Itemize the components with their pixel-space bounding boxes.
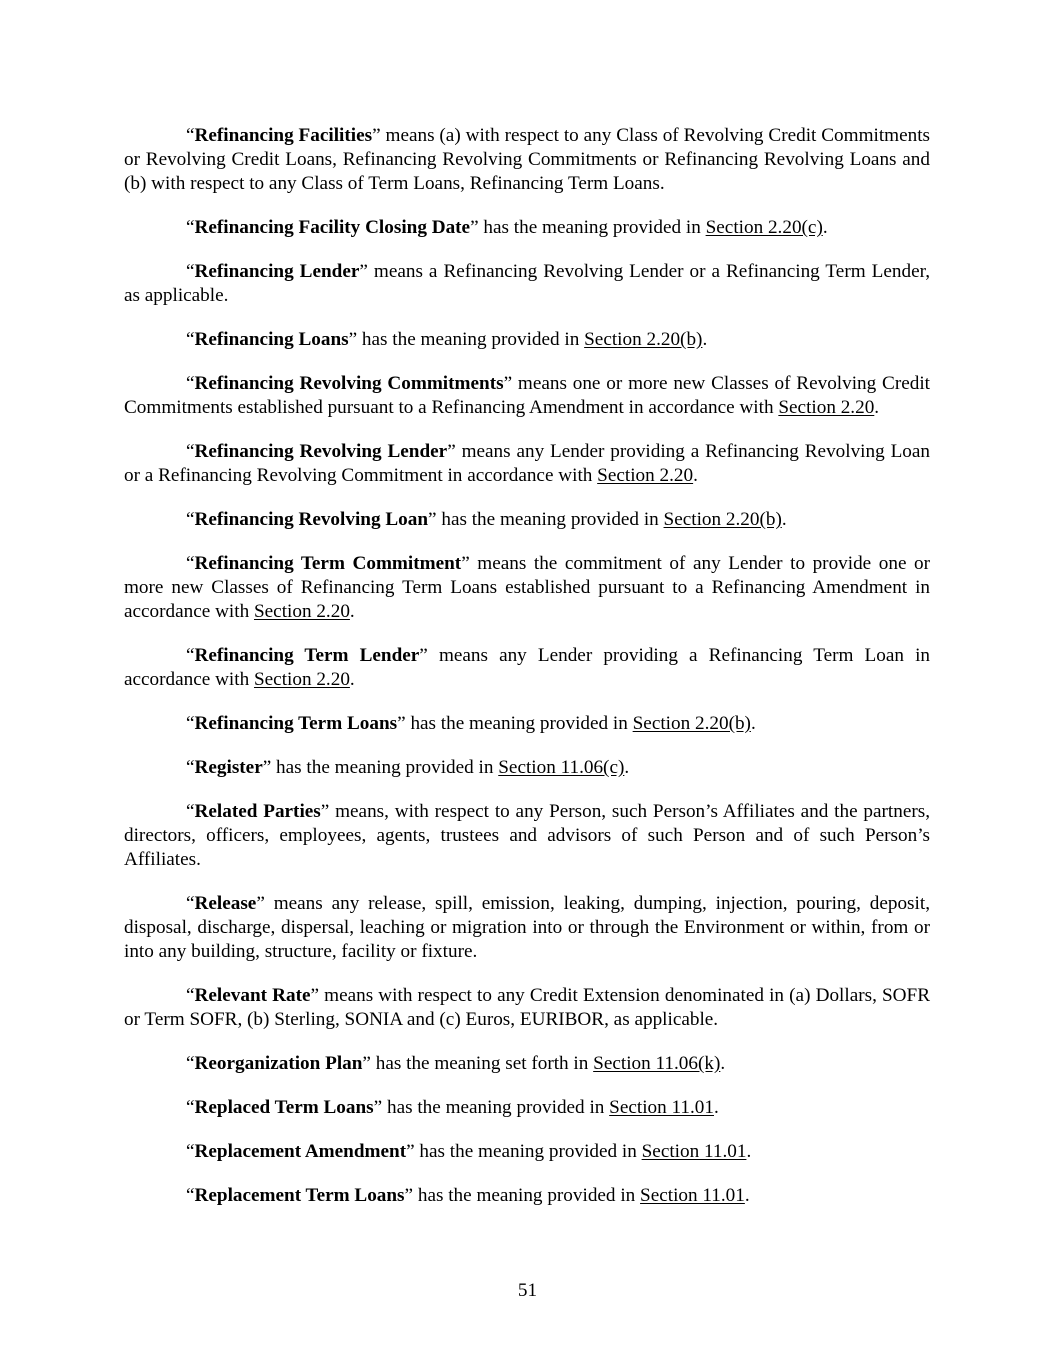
definition-end: . bbox=[720, 1053, 726, 1074]
defined-term: Refinancing Loans bbox=[194, 329, 349, 350]
definition-text: has the meaning provided in bbox=[357, 329, 585, 350]
definition-text: means any Lender providing a Refinancing Revolving Loan or a Refinancing Revolving Commitment in accordance with bbox=[124, 441, 930, 486]
definition-end: . bbox=[349, 669, 355, 690]
definition-paragraph: “Refinancing Facility Closing Date” has the meaning provided in Section 2.20(c). bbox=[186, 217, 828, 238]
definition-text: means any release, spill, emission, leaking, dumping, injection, pouring, deposit, disposal, discharge, dispersal, leaching or migration into or through the Environment or within, from or into any building, structure, facility or fixture. bbox=[124, 893, 930, 962]
defined-term: Refinancing Term Commitment bbox=[194, 553, 462, 574]
defined-term: Refinancing Revolving Commitments bbox=[194, 373, 504, 394]
definition-paragraph: “Refinancing Lender” means a Refinancing Revolving Lender or a Refinancing Term Lender, as applicable. bbox=[124, 261, 930, 306]
document-body bbox=[124, 124, 930, 1228]
definition-paragraph: “Refinancing Revolving Commitments” means one or more new Classes of Revolving Credit Commitments established pursuant to a Refinancing Amendment in accordance with Section 2.20. bbox=[124, 373, 931, 418]
definition-text: means, with respect to any Person, such Person’s Affiliates and the partners, directors, officers, employees, agents, trustees and advisors of such Person and of such Person’s Affiliates. bbox=[124, 801, 930, 870]
defined-term: Replaced Term Loans bbox=[194, 1097, 374, 1118]
definition-end: . bbox=[349, 601, 355, 622]
defined-term: Reorganization Plan bbox=[194, 1053, 363, 1074]
definition-paragraph: “Replacement Amendment” has the meaning provided in Section 11.01. bbox=[186, 1141, 752, 1162]
definition-paragraph: “Register” has the meaning provided in Section 11.06(c). bbox=[186, 757, 630, 778]
definition-text: means a Refinancing Revolving Lender or a Refinancing Term Lender, as applicable. bbox=[124, 261, 930, 306]
definition-text: means (a) with respect to any Class of Revolving Credit Commitments or Revolving Credit Loans, Refinancing Revolving Commitments or Refinancing Revolving Loans and (b) with respect to any Class of Term Loans, Refinancing Term Loans. bbox=[124, 125, 930, 194]
defined-term: Related Parties bbox=[194, 801, 321, 822]
defined-term: Refinancing Facilities bbox=[194, 125, 373, 146]
defined-term: Refinancing Revolving Loan bbox=[194, 509, 429, 530]
defined-term: Register bbox=[194, 757, 263, 778]
section-reference: Section 2.20 bbox=[778, 397, 875, 418]
section-reference: Section 11.06(k) bbox=[593, 1053, 721, 1074]
definition-paragraph: “Related Parties” means, with respect to any Person, such Person’s Affiliates and the partners, directors, officers, employees, agents, trustees and advisors of such Person and of such Person’s Affiliates. bbox=[124, 801, 930, 870]
definition-text: has the meaning provided in bbox=[405, 713, 633, 734]
definition-end: . bbox=[750, 713, 756, 734]
definition-end: . bbox=[713, 1097, 719, 1118]
definition-text: has the meaning set forth in bbox=[370, 1053, 594, 1074]
section-reference: Section 2.20(b) bbox=[584, 329, 703, 350]
definition-paragraph: “Refinancing Term Loans” has the meaning provided in Section 2.20(b). bbox=[186, 713, 756, 734]
definition-text: means the commitment of any Lender to provide one or more new Classes of Refinancing Term Loans established pursuant to a Refinancing Amendment in accordance with bbox=[124, 553, 931, 622]
definition-text: means one or more new Classes of Revolving Credit Commitments established pursuant to a Refinancing Amendment in accordance with bbox=[124, 373, 931, 418]
section-reference: Section 11.06(c) bbox=[498, 757, 625, 778]
section-reference: Section 11.01 bbox=[641, 1141, 747, 1162]
definition-end: . bbox=[624, 757, 630, 778]
section-reference: Section 11.01 bbox=[640, 1185, 745, 1206]
defined-term: Refinancing Term Lender bbox=[194, 645, 420, 666]
definition-end: . bbox=[822, 217, 828, 238]
definition-paragraph: “Release” means any release, spill, emission, leaking, dumping, injection, pouring, deposit, disposal, discharge, dispersal, leaching or migration into or through the Environment or within, from or into any building, structure, facility or fixture. bbox=[124, 893, 930, 962]
defined-term: Replacement Term Loans bbox=[194, 1185, 405, 1206]
definition-paragraph: “Replaced Term Loans” has the meaning provided in Section 11.01. bbox=[186, 1097, 719, 1118]
defined-term: Refinancing Term Loans bbox=[194, 713, 398, 734]
definition-end: . bbox=[744, 1185, 750, 1206]
definition-paragraph: “Replacement Term Loans” has the meaning provided in Section 11.01. bbox=[186, 1185, 750, 1206]
definition-paragraph: “Refinancing Facilities” means (a) with respect to any Class of Revolving Credit Commitments or Revolving Credit Loans, Refinancing Revolving Commitments or Refinancing Revolving Loans and (b) with respect to any Class of Term Loans, Refinancing Term Loans. bbox=[124, 125, 930, 194]
definition-end: . bbox=[693, 465, 698, 486]
definition-paragraph: “Refinancing Revolving Loan” has the meaning provided in Section 2.20(b). bbox=[186, 509, 787, 530]
definition-text: has the meaning provided in bbox=[478, 217, 706, 238]
defined-term: Refinancing Revolving Lender bbox=[194, 441, 448, 462]
definition-paragraph: “Reorganization Plan” has the meaning set forth in Section 11.06(k). bbox=[186, 1053, 726, 1074]
defined-term: Refinancing Facility Closing Date bbox=[194, 217, 471, 238]
definition-end: . bbox=[702, 329, 708, 350]
section-reference: Section 2.20 bbox=[253, 601, 350, 622]
definition-text: means any Lender providing a Refinancing Term Loan in accordance with bbox=[124, 645, 930, 690]
definition-paragraph: “Relevant Rate” means with respect to any Credit Extension denominated in (a) Dollars, SOFR or Term SOFR, (b) Sterling, SONIA and (c) Euros, EURIBOR, as applicable. bbox=[124, 985, 930, 1030]
section-reference: Section 2.20(b) bbox=[632, 713, 751, 734]
definition-end: . bbox=[746, 1141, 752, 1162]
definition-end: . bbox=[781, 509, 787, 530]
definition-text: has the meaning provided in bbox=[271, 757, 499, 778]
definition-text: has the meaning provided in bbox=[413, 1185, 641, 1206]
section-reference: Section 11.01 bbox=[609, 1097, 714, 1118]
definition-paragraph: “Refinancing Term Lender” means any Lender providing a Refinancing Term Loan in accordance with Section 2.20. bbox=[124, 645, 930, 690]
definition-paragraph: “Refinancing Term Commitment” means the commitment of any Lender to provide one or more new Classes of Refinancing Term Loans established pursuant to a Refinancing Amendment in accordance with Section 2.20. bbox=[124, 553, 931, 622]
defined-term: Release bbox=[194, 893, 257, 914]
defined-term: Relevant Rate bbox=[194, 985, 311, 1006]
section-reference: Section 2.20(c) bbox=[705, 217, 823, 238]
section-reference: Section 2.20 bbox=[597, 465, 694, 486]
definition-paragraph: “Refinancing Loans” has the meaning provided in Section 2.20(b). bbox=[186, 329, 708, 350]
defined-term: Refinancing Lender bbox=[194, 261, 360, 282]
section-reference: Section 2.20(b) bbox=[663, 509, 782, 530]
section-reference: Section 2.20 bbox=[253, 669, 350, 690]
definition-text: has the meaning provided in bbox=[414, 1141, 642, 1162]
definition-end: . bbox=[874, 397, 880, 418]
definition-text: has the meaning provided in bbox=[382, 1097, 610, 1118]
page-number: 51 bbox=[517, 1280, 538, 1301]
definition-text: has the meaning provided in bbox=[436, 509, 664, 530]
defined-term: Replacement Amendment bbox=[194, 1141, 407, 1162]
definition-paragraph: “Refinancing Revolving Lender” means any Lender providing a Refinancing Revolving Loan or a Refinancing Revolving Commitment in accordance with Section 2.20. bbox=[124, 441, 930, 486]
definition-text: means with respect to any Credit Extension denominated in (a) Dollars, SOFR or Term SOFR, (b) Sterling, SONIA and (c) Euros, EURIBOR, as applicable. bbox=[124, 985, 930, 1030]
